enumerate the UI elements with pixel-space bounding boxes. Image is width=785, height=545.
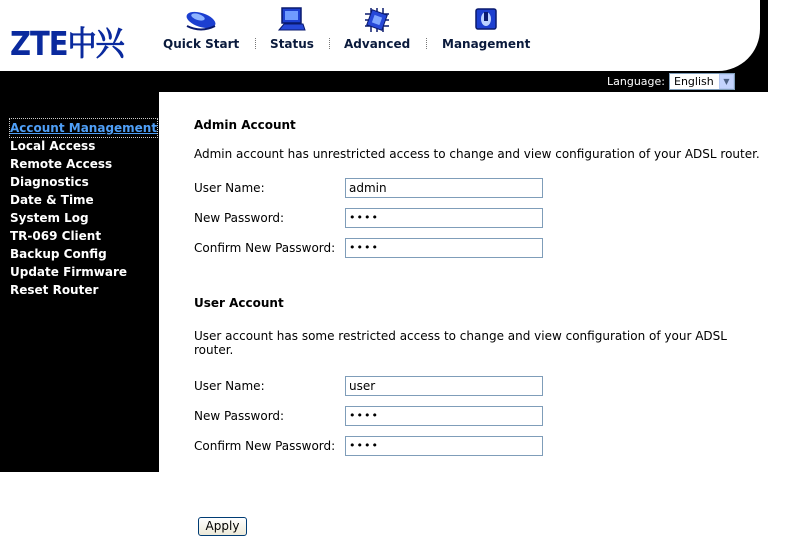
sidebar-item-diagnostics[interactable]: Diagnostics — [10, 175, 89, 189]
nav-status-label: Status — [270, 37, 314, 51]
sidebar-item-update-firmware[interactable]: Update Firmware — [10, 265, 128, 279]
laptop-icon — [277, 6, 307, 34]
nav-status[interactable] — [270, 6, 314, 51]
sidebar-item-remote-access[interactable]: Remote Access — [10, 157, 113, 171]
nav-management[interactable] — [442, 6, 530, 51]
language-value: English — [674, 75, 714, 88]
sidebar-item-local-access[interactable]: Local Access — [10, 139, 96, 153]
admin-account-description: Admin account has unrestricted access to change and view configuration of your ADSL router. — [194, 147, 760, 161]
user-username-input[interactable]: user — [345, 376, 543, 396]
user-username-label: User Name: — [194, 379, 265, 393]
admin-username-label: User Name: — [194, 181, 265, 195]
sidebar-item-reset-router[interactable]: Reset Router — [10, 283, 99, 297]
user-account-description: User account has some restricted access to change and view configuration of your ADSL router. — [194, 329, 727, 357]
nav-quick-start[interactable] — [163, 6, 239, 51]
management-icon — [471, 6, 501, 34]
user-account-title: User Account — [194, 296, 284, 310]
user-confirm-password-input[interactable]: •••• — [345, 436, 543, 456]
sidebar-item-tr069-client[interactable]: TR-069 Client — [10, 229, 102, 243]
sidebar-menu — [10, 119, 157, 299]
nav-advanced-label: Advanced — [344, 37, 411, 51]
admin-username-input[interactable]: admin — [345, 178, 543, 198]
sidebar-item-date-time[interactable]: Date & Time — [10, 193, 94, 207]
sidebar-item-account-management[interactable]: Account Management — [10, 121, 158, 135]
nav-advanced[interactable] — [344, 6, 410, 51]
nav-quick-start-label: Quick Start — [163, 37, 240, 51]
admin-confirm-password-label: Confirm New Password: — [194, 241, 336, 255]
user-confirm-password-label: Confirm New Password: — [194, 439, 336, 453]
admin-new-password-input[interactable]: •••• — [345, 208, 543, 228]
nav-divider — [426, 38, 427, 49]
mouse-icon — [181, 6, 221, 34]
language-selector-area — [607, 73, 735, 90]
sidebar-item-backup-config[interactable]: Backup Config — [10, 247, 107, 261]
chip-icon — [362, 6, 392, 34]
nav-divider — [255, 38, 256, 49]
admin-confirm-password-input[interactable]: •••• — [345, 238, 543, 258]
user-new-password-label: New Password: — [194, 409, 285, 423]
admin-account-title: Admin Account — [194, 118, 296, 132]
sidebar-item-system-log[interactable]: System Log — [10, 211, 89, 225]
apply-button[interactable]: Apply — [198, 517, 247, 536]
user-new-password-input[interactable]: •••• — [345, 406, 543, 426]
language-label: Language: — [607, 75, 665, 88]
admin-new-password-label: New Password: — [194, 211, 285, 225]
nav-divider — [329, 38, 330, 49]
nav-management-label: Management — [442, 37, 531, 51]
chevron-down-icon[interactable]: ▼ — [719, 74, 734, 89]
language-dropdown[interactable] — [669, 73, 735, 90]
zte-logo: ZTE中兴 — [10, 23, 124, 63]
